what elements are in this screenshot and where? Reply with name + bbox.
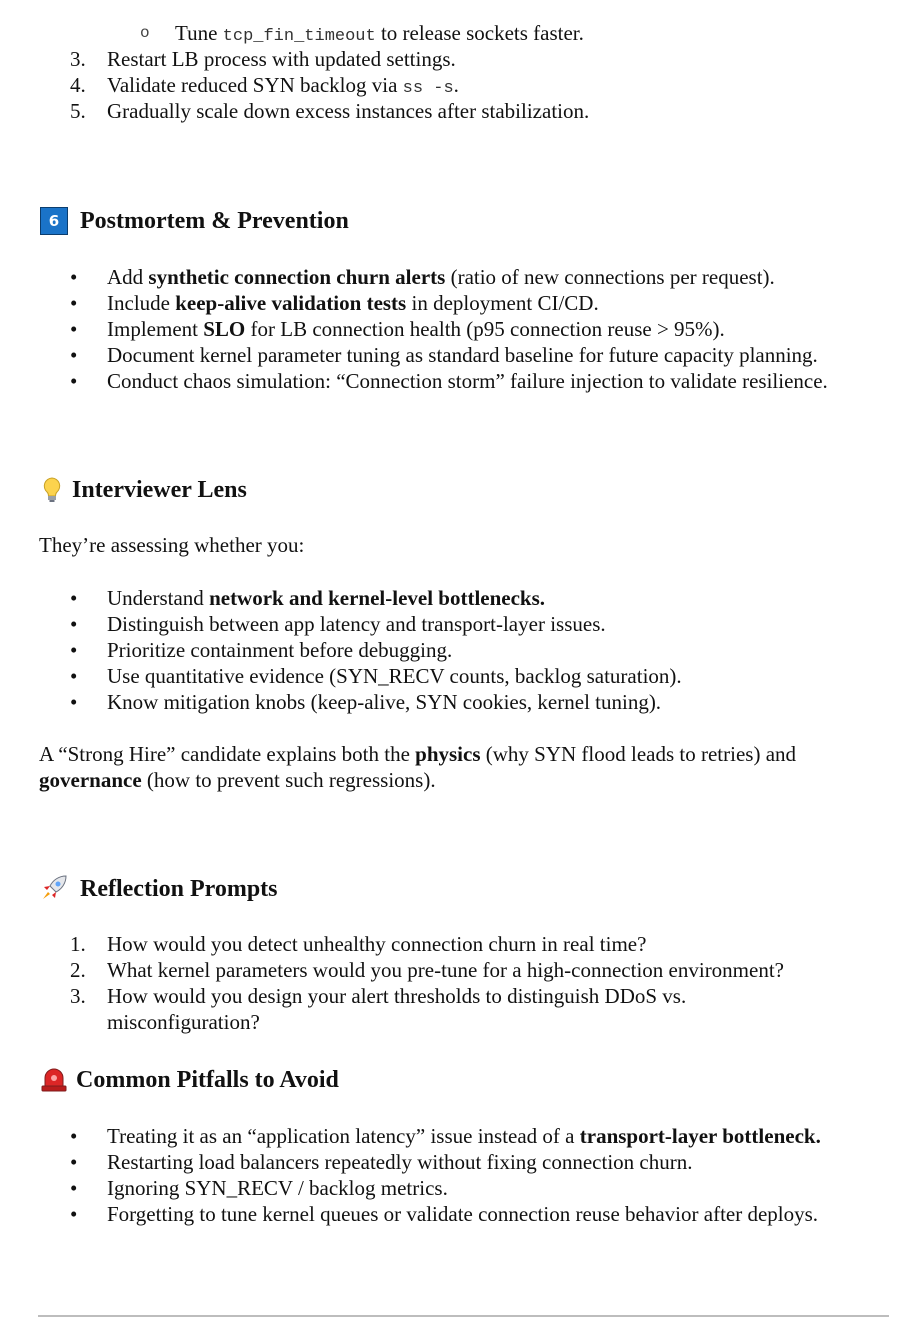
heading-text: Reflection Prompts: [80, 876, 278, 902]
item-text: [107, 1009, 260, 1035]
item-text: [107, 663, 682, 689]
bold-text: network and kernel-level bottlenecks.: [209, 586, 546, 610]
text-run: Prioritize containment before debugging.: [107, 638, 453, 662]
text-run: misconfiguration?: [107, 1010, 260, 1034]
bullet-marker: •: [70, 690, 78, 714]
item-text: [107, 1175, 448, 1201]
text-run: Implement: [107, 317, 204, 341]
list-item: [0, 637, 915, 663]
text-run: in deployment CI/CD.: [406, 291, 599, 315]
bullet-marker: •: [70, 638, 78, 662]
item-text: [107, 585, 545, 611]
paragraph-line: [0, 767, 915, 793]
text-run: How would you detect unhealthy connection churn in real time?: [107, 932, 647, 956]
list-item: [0, 316, 915, 342]
heading-text: Postmortem & Prevention: [80, 208, 349, 234]
item-text: [107, 98, 589, 124]
list-item: [0, 983, 915, 1009]
bullet-marker: •: [70, 612, 78, 636]
bullet-marker: •: [70, 343, 78, 367]
item-text: [107, 316, 725, 342]
text-run: Ignoring SYN_RECV / backlog metrics.: [107, 1176, 448, 1200]
bold-text: governance: [39, 768, 142, 792]
item-text: [107, 46, 456, 72]
text-run: for LB connection health (p95 connection reuse > 95%).: [245, 317, 725, 341]
text-run: Know mitigation knobs (keep-alive, SYN cookies, kernel tuning).: [107, 690, 662, 714]
rocket-icon: [40, 874, 68, 902]
list-number: 3.: [70, 984, 86, 1008]
item-text: [107, 1149, 692, 1175]
number-6-badge-icon: 6: [40, 207, 68, 235]
paragraph-line: [0, 532, 915, 558]
page-divider: [38, 1315, 889, 1317]
text-run: Restart LB process with updated settings.: [107, 47, 456, 71]
list-item: [0, 663, 915, 689]
text-run: Forgetting to tune kernel queues or validate connection reuse behavior after deploys.: [107, 1202, 819, 1226]
text-run: (ratio of new connections per request).: [445, 265, 775, 289]
list-item: [0, 1149, 915, 1175]
list-item: [0, 1175, 915, 1201]
bullet-marker: •: [70, 1150, 78, 1174]
bullet-marker: •: [70, 369, 78, 393]
text-run: Use quantitative evidence (SYN_RECV counts, backlog saturation).: [107, 664, 682, 688]
list-item: [0, 611, 915, 637]
text-run: What kernel parameters would you pre-tune for a high-connection environment?: [107, 958, 784, 982]
list-number: 3.: [70, 47, 86, 71]
siren-icon: [40, 1066, 68, 1094]
item-text: [107, 290, 599, 316]
bullet-marker: •: [70, 586, 78, 610]
inline-code: tcp_fin_timeout: [222, 27, 376, 46]
bold-text: SLO: [203, 317, 246, 341]
bullet-marker: o: [140, 24, 150, 42]
text-run: Gradually scale down excess instances after stabilization.: [107, 99, 590, 123]
list-item: [0, 342, 915, 368]
item-text: [107, 1201, 818, 1227]
item-text: [107, 983, 686, 1009]
bold-text: transport-layer bottleneck.: [579, 1124, 821, 1148]
text-run: Tune: [175, 21, 223, 45]
list-item: [0, 46, 915, 72]
item-text: [107, 689, 661, 715]
list-item: [0, 72, 915, 98]
list-item: [0, 585, 915, 611]
bullet-marker: •: [70, 1202, 78, 1226]
item-text: [107, 342, 818, 368]
item-text: [107, 611, 606, 637]
item-text: [39, 767, 436, 793]
inline-code: ss -s: [402, 79, 454, 98]
list-number: 2.: [70, 958, 86, 982]
item-text: [107, 931, 646, 957]
item-text: [107, 957, 784, 983]
text-run: How would you design your alert thresholds to distinguish DDoS vs.: [107, 984, 687, 1008]
text-run: Validate reduced SYN backlog via: [107, 73, 403, 97]
text-run: (why SYN flood leads to retries) and: [480, 742, 797, 766]
intro-text: They’re assessing whether you:: [39, 533, 305, 557]
bold-text: physics: [415, 742, 481, 766]
text-run: to release sockets faster.: [375, 21, 584, 45]
bullet-marker: •: [70, 1124, 78, 1148]
text-run: Conduct chaos simulation: “Connection storm” failure injection to validate resilience.: [107, 369, 828, 393]
item-text: [39, 741, 796, 767]
item-text: [107, 637, 452, 663]
bullet-marker: •: [70, 265, 78, 289]
item-text: [107, 1123, 821, 1149]
list-item: [0, 931, 915, 957]
paragraph-line: [0, 741, 915, 767]
heading-text: Interviewer Lens: [72, 477, 247, 503]
item-text: [107, 264, 775, 290]
list-number: 4.: [70, 73, 86, 97]
heading-text: Common Pitfalls to Avoid: [76, 1067, 339, 1093]
lightbulb-icon: [38, 476, 66, 504]
bullet-marker: •: [70, 1176, 78, 1200]
bold-text: keep-alive validation tests: [175, 291, 407, 315]
list-item: [0, 1123, 915, 1149]
bullet-marker: •: [70, 291, 78, 315]
list-item: [0, 98, 915, 124]
bold-text: synthetic connection churn alerts: [148, 265, 446, 289]
text-run: Add: [107, 265, 149, 289]
list-item: [0, 1009, 915, 1035]
list-item: [0, 264, 915, 290]
bullet-marker: •: [70, 317, 78, 341]
text-run: Document kernel parameter tuning as standard baseline for future capacity planning.: [107, 343, 818, 367]
list-item: [0, 290, 915, 316]
list-item: [0, 368, 915, 394]
text-run: Distinguish between app latency and transport-layer issues.: [107, 612, 606, 636]
text-run: .: [453, 73, 459, 97]
bullet-marker: •: [70, 664, 78, 688]
text-run: Understand: [107, 586, 210, 610]
text-run: Restarting load balancers repeatedly without fixing connection churn.: [107, 1150, 693, 1174]
text-run: Treating it as an “application latency” issue instead of a: [107, 1124, 580, 1148]
text-run: A “Strong Hire” candidate explains both the: [39, 742, 416, 766]
text-run: (how to prevent such regressions).: [141, 768, 436, 792]
list-number: 1.: [70, 932, 86, 956]
text-run: Include: [107, 291, 176, 315]
list-item: [0, 1201, 915, 1227]
list-item: [0, 20, 915, 46]
list-item: [0, 689, 915, 715]
list-number: 5.: [70, 99, 86, 123]
item-text: [107, 368, 828, 394]
list-item: [0, 957, 915, 983]
